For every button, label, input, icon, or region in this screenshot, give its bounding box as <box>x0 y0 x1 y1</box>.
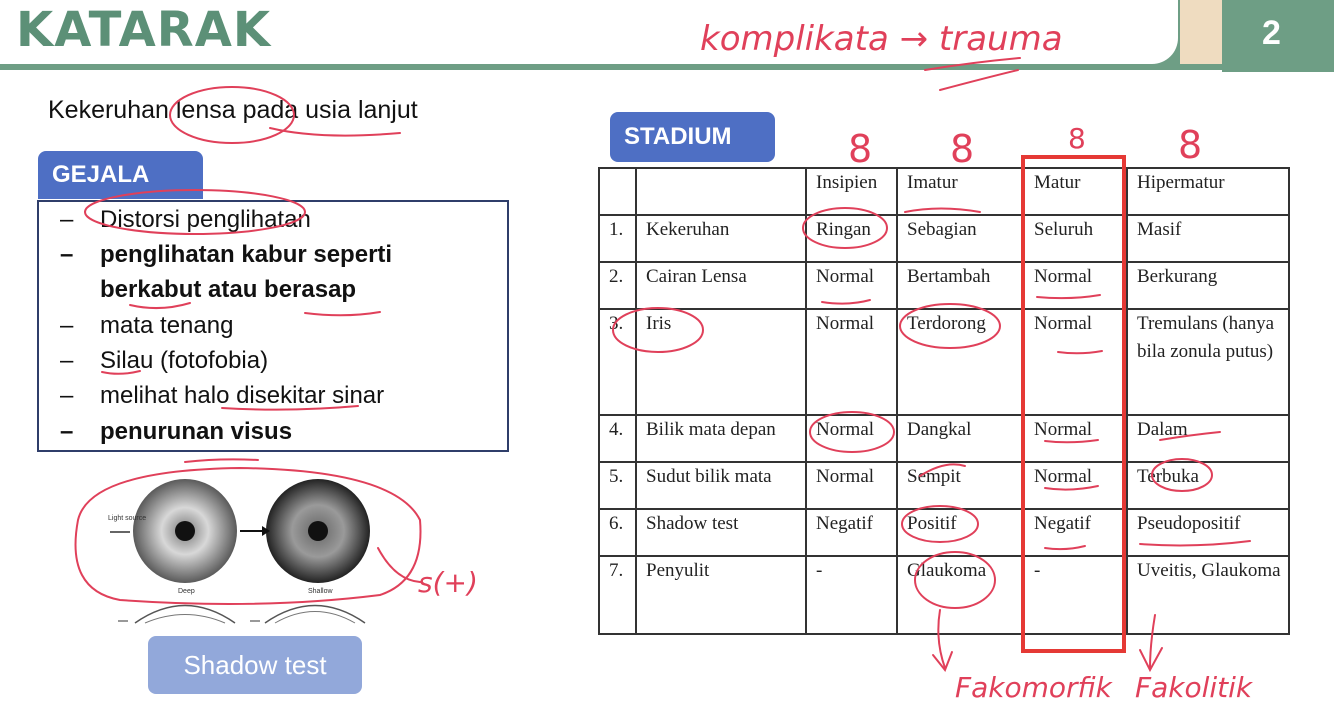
table-cell: Seluruh <box>1024 215 1127 262</box>
intro-text: Kekeruhan lensa pada usia lanjut <box>48 96 418 124</box>
table-cell: Tremulans (hanya bila zonula putus) <box>1127 309 1289 415</box>
shallow-label: Shallow <box>308 588 333 595</box>
gejala-label: GEJALA <box>38 151 203 199</box>
header-cell: Matur <box>1024 168 1127 215</box>
table-cell: Positif <box>897 509 1024 556</box>
table-cell: 5. <box>599 462 636 509</box>
header-cell <box>636 168 806 215</box>
table-cell: Cairan Lensa <box>636 262 806 309</box>
table-cell: 7. <box>599 556 636 634</box>
table-cell: Sempit <box>897 462 1024 509</box>
table-cell: Normal <box>1024 462 1127 509</box>
deep-label: Deep <box>178 588 195 595</box>
shadow-test-figure <box>100 478 380 638</box>
shadow-note: s(+) <box>418 566 478 599</box>
table-cell: 6. <box>599 509 636 556</box>
table-cell: 1. <box>599 215 636 262</box>
table-cell: Normal <box>1024 309 1127 415</box>
table-cell: Sudut bilik mata <box>636 462 806 509</box>
table-row <box>599 509 1289 556</box>
stage-mark: 8 <box>1068 122 1086 155</box>
table-cell: - <box>806 556 897 634</box>
table-row <box>599 462 1289 509</box>
stadium-label: STADIUM <box>610 112 775 162</box>
header-cell <box>599 168 636 215</box>
fakolitik-note: Fakolitik <box>1135 671 1253 704</box>
table-row <box>599 262 1289 309</box>
table-header-row <box>599 168 1289 215</box>
table-cell: Normal <box>1024 415 1127 462</box>
stage-mark: 8 <box>848 127 873 171</box>
table-cell: 2. <box>599 262 636 309</box>
table-cell: Normal <box>806 462 897 509</box>
table-cell: Normal <box>806 415 897 462</box>
table-cell: Ringan <box>806 215 897 262</box>
table-cell: Normal <box>1024 262 1127 309</box>
table-row <box>599 415 1289 462</box>
pupil-deep <box>175 521 195 541</box>
header-cell: Insipien <box>806 168 897 215</box>
table-cell: Dangkal <box>897 415 1024 462</box>
table-cell: Terbuka <box>1127 462 1289 509</box>
shadow-test-button[interactable]: Shadow test <box>148 636 362 694</box>
table-cell: Glaukoma <box>897 556 1024 634</box>
table-cell: Bilik mata depan <box>636 415 806 462</box>
header-cell: Hipermatur <box>1127 168 1289 215</box>
table-cell: Bertambah <box>897 262 1024 309</box>
header-cell: Imatur <box>897 168 1024 215</box>
stage-mark: 8 <box>1178 123 1203 167</box>
stage-mark: 8 <box>950 127 975 171</box>
table-cell: Pseudopositif <box>1127 509 1289 556</box>
decorative-pattern <box>1180 0 1224 64</box>
table-row <box>599 309 1289 415</box>
table-cell: 4. <box>599 415 636 462</box>
stadium-table <box>598 167 1290 635</box>
table-cell: Terdorong <box>897 309 1024 415</box>
table-cell: Dalam <box>1127 415 1289 462</box>
top-note: komplikata → trauma <box>700 19 1063 59</box>
table-cell: Berkurang <box>1127 262 1289 309</box>
table-cell: 3. <box>599 309 636 415</box>
table-cell: Normal <box>806 262 897 309</box>
table-row <box>599 556 1289 634</box>
table-cell: Masif <box>1127 215 1289 262</box>
pupil-shallow <box>308 521 328 541</box>
slide-title: KATARAK <box>16 2 272 58</box>
page-number: 2 <box>1262 14 1281 52</box>
table-cell: Shadow test <box>636 509 806 556</box>
table-cell: Negatif <box>806 509 897 556</box>
table-cell: - <box>1024 556 1127 634</box>
table-cell: Penyulit <box>636 556 806 634</box>
table-cell: Normal <box>806 309 897 415</box>
table-cell: Kekeruhan <box>636 215 806 262</box>
table-cell: Sebagian <box>897 215 1024 262</box>
table-cell: Uveitis, Glaukoma <box>1127 556 1289 634</box>
light-source-label: Light source <box>108 515 147 522</box>
table-cell: Negatif <box>1024 509 1127 556</box>
fakomorfik-note: Fakomorfik <box>955 671 1112 704</box>
table-row <box>599 215 1289 262</box>
table-cell: Iris <box>636 309 806 415</box>
